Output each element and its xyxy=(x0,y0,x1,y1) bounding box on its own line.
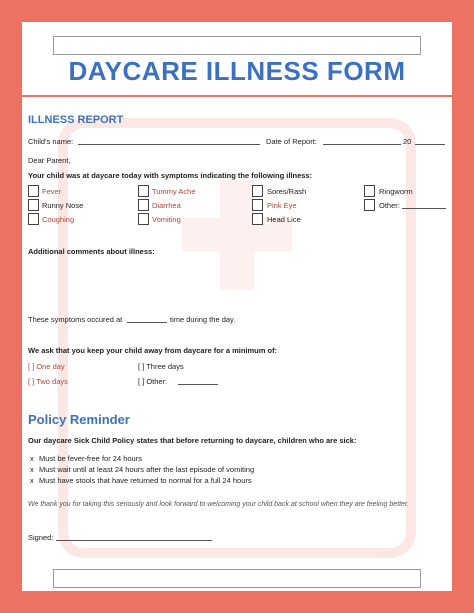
other-symptom-field[interactable] xyxy=(402,208,446,209)
checkbox-fever[interactable] xyxy=(28,185,39,197)
symptom-head-lice: Head Lice xyxy=(267,215,301,224)
policy-rule: Must have stools that have returned to normal for a full 24 hours xyxy=(39,476,252,485)
option-three-days[interactable]: [ ] Three days xyxy=(138,362,184,371)
form-title: DAYCARE ILLNESS FORM xyxy=(68,56,406,86)
footer-box[interactable] xyxy=(53,569,421,588)
checkbox-diarrhea[interactable] xyxy=(138,199,149,211)
option-two-days[interactable]: [ ] Two days xyxy=(28,377,68,386)
policy-rule: Must be fever-free for 24 hours xyxy=(39,454,142,463)
greeting: Dear Parent, xyxy=(28,156,71,165)
symptom-other: Other: xyxy=(379,201,400,210)
title-divider xyxy=(22,95,452,97)
keep-away-label: We ask that you keep your child away from daycare for a minimum of: xyxy=(28,346,278,355)
occurred-prefix: These symptoms occured at xyxy=(28,315,123,324)
checkbox-sores-rash[interactable] xyxy=(252,185,263,197)
option-one-day[interactable]: [ ] One day xyxy=(28,362,65,371)
watermark-clipboard xyxy=(58,118,416,558)
checkbox-vomiting[interactable] xyxy=(138,213,149,225)
symptom-runny-nose: Runny Nose xyxy=(42,201,84,210)
checkbox-other[interactable] xyxy=(364,199,375,211)
symptom-pink-eye: Pink Eye xyxy=(267,201,297,210)
comments-label: Additional comments about illness: xyxy=(28,247,155,256)
other-duration-field[interactable] xyxy=(178,384,218,385)
date-label: Date of Report: xyxy=(266,137,317,146)
symptom-diarrhea: Diarrhea xyxy=(152,201,181,210)
symptom-coughing: Coughing xyxy=(42,215,75,224)
signed-label: Signed: xyxy=(28,533,54,542)
policy-heading: Policy Reminder xyxy=(28,412,130,427)
policy-intro: Our daycare Sick Child Policy states that before returning to daycare, children who are sick: xyxy=(28,436,357,445)
occurred-suffix: time during the day. xyxy=(170,315,236,324)
bullet: x xyxy=(30,465,34,474)
symptom-fever: Fever xyxy=(42,187,62,196)
checkbox-ringworm[interactable] xyxy=(364,185,375,197)
checkbox-tummy-ache[interactable] xyxy=(138,185,149,197)
checkbox-head-lice[interactable] xyxy=(252,213,263,225)
signature-field[interactable] xyxy=(56,540,212,541)
year-prefix: 20 xyxy=(403,137,412,146)
bullet: x xyxy=(30,454,34,463)
header-box[interactable] xyxy=(53,36,421,55)
checkbox-pink-eye[interactable] xyxy=(252,199,263,211)
illness-report-heading: ILLNESS REPORT xyxy=(28,114,124,126)
option-other[interactable]: [ ] Other: xyxy=(138,377,168,386)
symptom-vomiting: Vomiting xyxy=(152,215,181,224)
occurred-time-field[interactable] xyxy=(127,322,167,323)
symptom-ringworm: Ringworm xyxy=(379,187,413,196)
checkbox-runny-nose[interactable] xyxy=(28,199,39,211)
bullet: x xyxy=(30,476,34,485)
symptom-sores-rash: Sores/Rash xyxy=(267,187,307,196)
symptom-tummy-ache: Tummy Ache xyxy=(152,187,196,196)
symptoms-intro: Your child was at daycare today with symptoms indicating the following illness: xyxy=(28,171,313,180)
policy-rule: Must wait until at least 24 hours after the last episode of vomiting xyxy=(39,465,255,474)
year-field[interactable] xyxy=(415,144,445,145)
thank-you-note: We thank you for taking this seriously and look forward to welcoming your child back at school when they are feeling better. xyxy=(28,501,409,508)
childs-name-field[interactable] xyxy=(78,144,260,145)
childs-name-label: Child's name: xyxy=(28,137,74,146)
date-field[interactable] xyxy=(323,144,401,145)
checkbox-coughing[interactable] xyxy=(28,213,39,225)
